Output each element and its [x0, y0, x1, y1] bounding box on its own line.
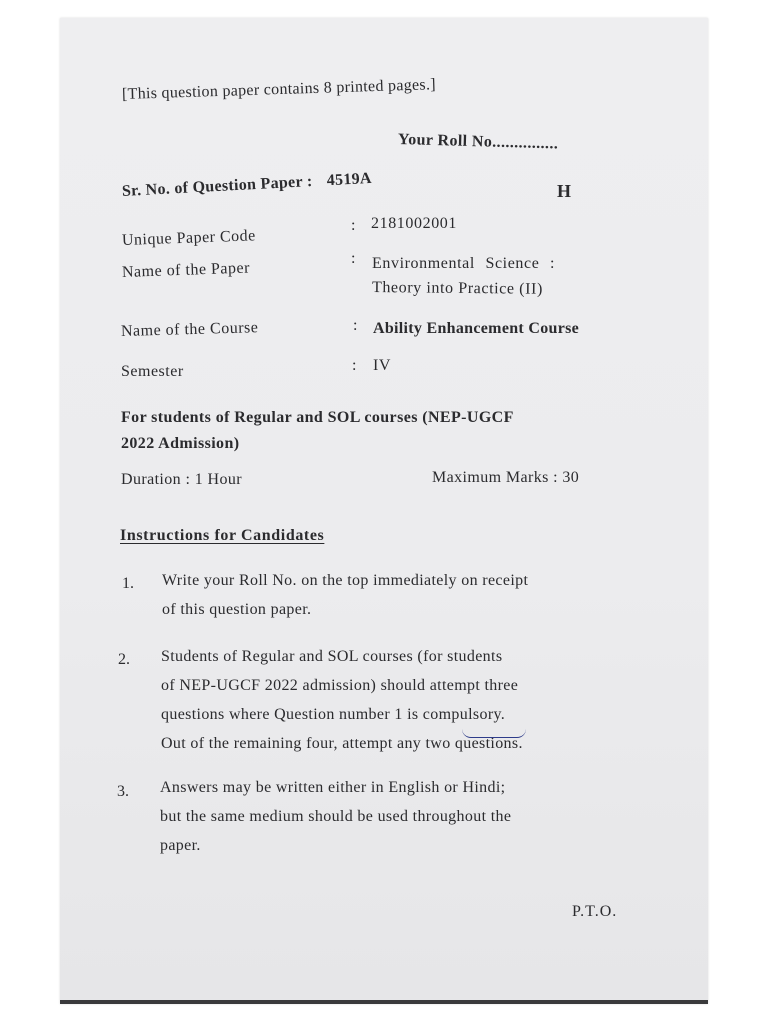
pages-note: [This question paper contains 8 printed pages.]	[121, 76, 437, 103]
serial-number-label-text: Sr. No. of Question Paper :	[121, 173, 313, 200]
paper-name-value-line1: Environmental Science :	[372, 255, 556, 272]
roll-number-field: Your Roll No...............	[397, 131, 559, 153]
instruction-item-2	[161, 642, 523, 758]
instruction-item-3	[160, 773, 511, 860]
instruction-2-line: Students of Regular and SOL courses (for students	[161, 648, 503, 665]
duration: Duration : 1 Hour	[121, 471, 243, 488]
paper-name-label: Name of the Paper	[121, 259, 251, 281]
maximum-marks: Maximum Marks : 30	[432, 469, 580, 486]
question-paper-page	[60, 18, 708, 1004]
instruction-2-line: Out of the remaining four, attempt any two questions.	[161, 735, 523, 752]
please-turn-over: P.T.O.	[572, 903, 618, 920]
paper-code-colon: :	[351, 217, 356, 234]
handwritten-underline	[462, 729, 526, 738]
eligibility-note-line2: 2022 Admission)	[121, 435, 240, 452]
instruction-3-line: but the same medium should be used throughout the	[160, 808, 512, 825]
instruction-2-line: of NEP-UGCF 2022 admission) should attempt three	[161, 677, 519, 694]
eligibility-note-line1: For students of Regular and SOL courses (NEP-UGCF	[121, 409, 514, 426]
instruction-3-line: paper.	[160, 837, 201, 854]
semester-value: IV	[373, 357, 392, 374]
serial-number-label	[122, 170, 373, 201]
serial-number-value: 4519A	[326, 169, 373, 190]
instruction-1-line: of this question paper.	[162, 601, 312, 618]
instruction-2-line: questions where Question number 1 is compulsory.	[161, 706, 506, 723]
instruction-item-1	[162, 566, 528, 624]
semester-label: Semester	[121, 363, 184, 380]
paper-name-colon: :	[351, 250, 356, 267]
semester-colon: :	[352, 357, 357, 374]
course-name-label: Name of the Course	[120, 319, 259, 340]
eligibility-note	[121, 405, 631, 457]
course-name-value: Ability Enhancement Course	[373, 320, 580, 337]
paper-code-value: 2181002001	[371, 215, 457, 232]
instruction-number-1: 1.	[122, 575, 134, 592]
paper-name-value-line2: Theory into Practice (II)	[371, 279, 544, 298]
set-letter: H	[557, 181, 572, 201]
instruction-1-line: Write your Roll No. on the top immediately on receipt	[162, 572, 529, 589]
instruction-3-line: Answers may be written either in English or Hindi;	[160, 779, 506, 796]
instruction-number-3: 3.	[117, 783, 129, 800]
course-name-colon: :	[353, 317, 358, 334]
instruction-number-2: 2.	[118, 651, 130, 668]
paper-code-label: Unique Paper Code	[121, 227, 257, 249]
instructions-title: Instructions for Candidates	[120, 527, 325, 544]
